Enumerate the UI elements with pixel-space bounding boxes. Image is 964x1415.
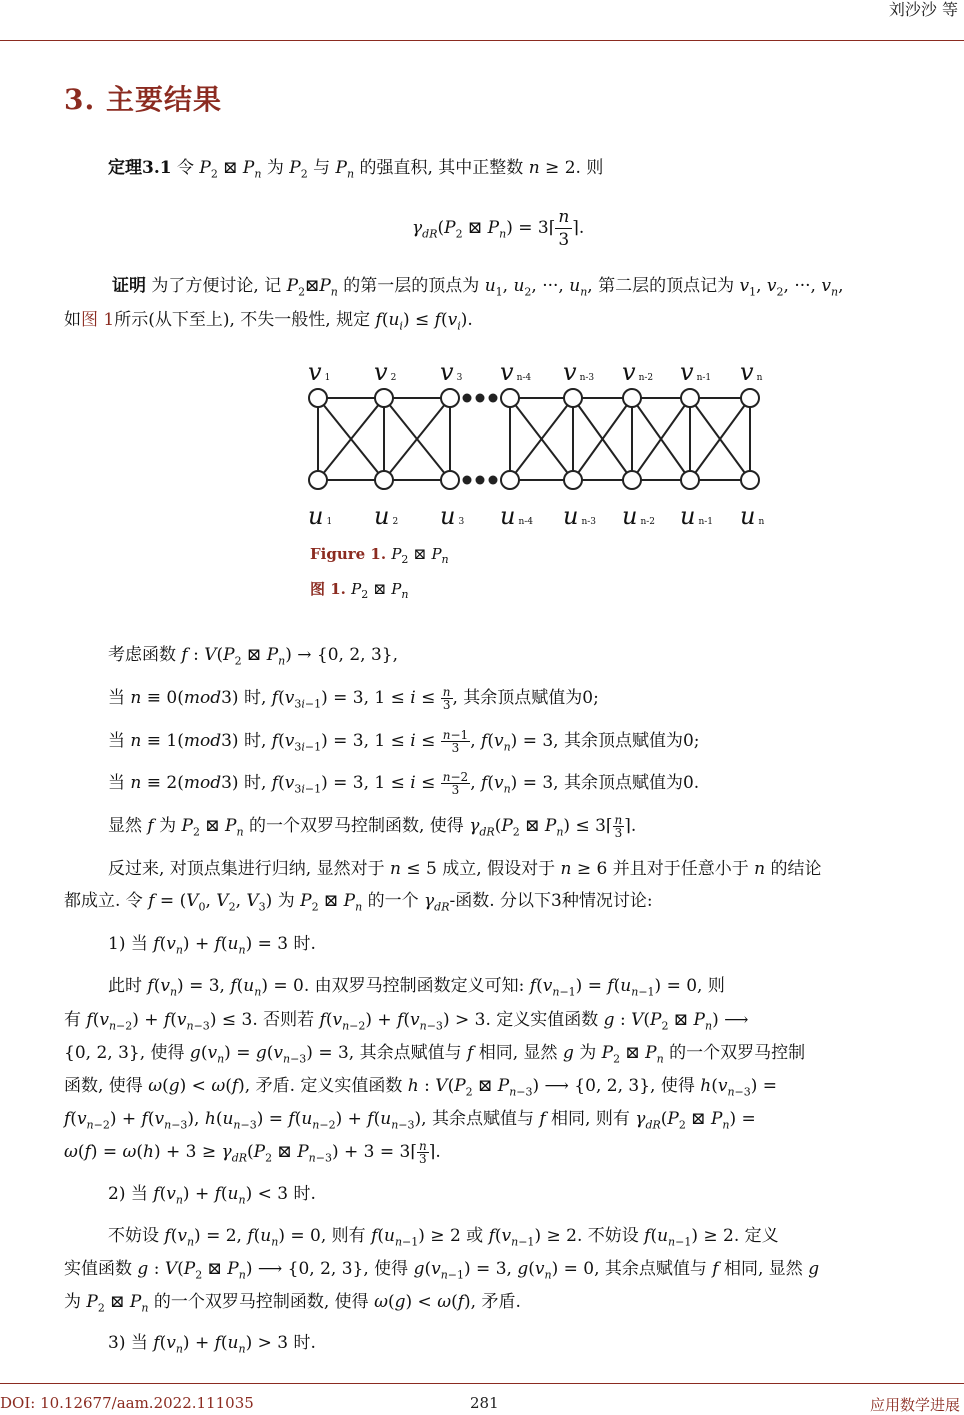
body-text: 时. (288, 934, 316, 954)
case-mod-1: 当 n ≡ 1(mod3) 时, $f(v_{3i-1}) = 3$, 1 ≤ i ≤ $\frac{n-1}{3}$ , $f(v_n) = 3$, 其余顶点赋值为0; (108, 728, 700, 755)
body-text: 2) 当 (108, 1184, 154, 1204)
vertex-label: v n-2 (622, 358, 654, 386)
body-text: , 其余顶点赋值为0. (553, 773, 700, 793)
body-text: , 使得 (139, 1043, 190, 1063)
body-text: , 使得 (650, 1076, 701, 1096)
body-text: 时. (288, 1333, 316, 1353)
case-1-line-6: $\omega(f) = \omega(h) + 3 \ge \gamma_{dR}(P_2$ ⊠ $P_{n-3}) + 3$ = 3⌈ $\frac{n}{3}$ ⌉. (64, 1139, 441, 1166)
ellipsis-dot (463, 394, 472, 403)
proof-line-1: 证明 为了方便讨论, 记 $P_2⊠P_n$ 的第一层的顶点为 $u_1$, $u_2$, ···, $u_n$, 第二层的顶点记为 $v_1$, $v_2$, ···, $v_n$, (112, 276, 844, 299)
caption-label: Figure 1. (310, 545, 387, 563)
vertex-label: u 3 (440, 502, 465, 530)
proof-label: 证明 (112, 276, 146, 296)
figure-caption-en: Figure 1. $P_2$ ⊠ $P_n$ (310, 545, 449, 566)
vertex-label: u n-2 (622, 502, 656, 530)
footer-divider (0, 1383, 964, 1384)
ellipsis-dot (463, 476, 472, 485)
vertex-label: v n-3 (563, 358, 595, 386)
graph-vertex (375, 471, 393, 489)
body-text: 时, (238, 773, 272, 793)
body-text: 显然 (108, 816, 148, 836)
body-text: , 矛盾. 定义实值函数 (244, 1076, 408, 1096)
body-text: 都成立. 令 (64, 891, 149, 911)
case-2-heading: 2) 当 $f(v_n) + f(u_n) < 3$ 时. (108, 1184, 316, 1207)
vertex-label: v 1 (308, 358, 331, 386)
body-text: , 则有 (320, 1226, 372, 1246)
body-text: 相同, 显然 (473, 1043, 563, 1063)
body-text: 并且对于任意小于 (607, 859, 755, 879)
body-text: 的一个双罗马控制函数, 使得 (148, 1292, 375, 1312)
theorem-text: 令 (171, 158, 200, 178)
graph-vertex (309, 389, 327, 407)
vertex-label: v 3 (440, 358, 463, 386)
body-text: 成立, 假设对于 (436, 859, 561, 879)
figure-link[interactable]: 图 1 (81, 310, 115, 330)
body-text: 当 (108, 731, 131, 751)
theorem-statement: 定理3.1 令 $P_2$ ⊠ $P_n$ 为 $P_2$ 与 $P_n$ 的强直积, 其中正整数 n ≥ 2. 则 (108, 158, 604, 181)
header-divider (0, 40, 964, 41)
body-text: . 由双罗马控制函数定义可知: (303, 976, 530, 996)
body-text: 3) 当 (108, 1333, 154, 1353)
graph-vertex (681, 389, 699, 407)
case-2-line-1: 不妨设 $f(v_n) = 2$, $f(u_n) = 0$, 则有 $f(u_{n-1}) \ge 2$ 或 $f(v_{n-1}) \ge 2$. 不妨设 $f(u_{n-1}) \ge 2$. 定义 (108, 1226, 779, 1249)
consider-line: 考虑函数 f : $V(P_2$ ⊠ $P_n) \to \{0$, 2, 3}, (108, 645, 399, 668)
body-text: 当 (108, 773, 131, 793)
body-text: , 其余点赋值与 (421, 1109, 540, 1129)
body-text: , 其余顶点赋值为0; (553, 731, 700, 751)
case-1-line-5: $f(v_{n-2}) + f(v_{n-3})$, $h(u_{n-3}) = f(u_{n-2}) + f(u_{n-3})$, 其余点赋值与 f 相同, 则有 $\gamma_{dR}(P_2$ ⊠ $P_n$) = (64, 1109, 756, 1132)
graph-vertex (623, 389, 641, 407)
body-text: , 使得 (363, 1259, 414, 1279)
body-text: 1) 当 (108, 934, 154, 954)
body-text: . 定义 (733, 1226, 779, 1246)
footer-doi[interactable]: DOI: 10.12677/aam.2022.111035 (0, 1394, 254, 1412)
body-text: , 其余顶点赋值为0; (452, 688, 599, 708)
proof-text: 如 (64, 310, 81, 330)
ellipsis-dot (476, 394, 485, 403)
graph-vertex (623, 471, 641, 489)
body-text: 此时 (108, 976, 148, 996)
body-text: 的一个 (362, 891, 424, 911)
ellipsis-dot (476, 476, 485, 485)
case-mod-2: 当 n ≡ 2(mod3) 时, $f(v_{3i-1}) = 3$, 1 ≤ i ≤ $\frac{n-2}{3}$ , $f(v_n) = 3$, 其余顶点赋值为0. (108, 770, 700, 797)
page-number: 281 (470, 1394, 499, 1412)
proof-text: 为了方便讨论, 记 (146, 276, 287, 296)
body-text: 相同, 显然 (718, 1259, 809, 1279)
body-text: 的一个双罗马控制 (663, 1043, 806, 1063)
graph-vertices (309, 389, 759, 489)
case-3-heading: 3) 当 $f(v_n) + f(u_n) > 3$ 时. (108, 1333, 316, 1356)
body-text: 或 (460, 1226, 489, 1246)
case-1-heading: 1) 当 $f(v_n) + f(u_n) = 3$ 时. (108, 934, 316, 957)
body-text: 为 (573, 1043, 602, 1063)
body-text: 不妨设 (108, 1226, 165, 1246)
body-text: 时. (288, 1184, 316, 1204)
graph-vertex (501, 471, 519, 489)
proof-line-2: 如图 1所示(从下至上), 不失一般性, 规定 $f(u_i) \le f(v_i)$. (64, 310, 473, 333)
journal-name: 应用数学进展 (869, 1396, 960, 1414)
graph-vertex (375, 389, 393, 407)
proof-text: , 第二层的顶点记为 (587, 276, 740, 296)
caption-label: 图 1. (310, 580, 346, 598)
body-text: 当 (108, 688, 131, 708)
header-author: 刘沙沙 等 (888, 0, 958, 19)
body-text: , 矛盾. (470, 1292, 521, 1312)
case-1-line-1: 此时 $f(v_n) = 3$, $f(u_n) = 0$. 由双罗马控制函数定义可知: $f(v_{n-1}) = f(u_{n-1}) = 0$, 则 (108, 976, 725, 999)
case-1-line-2: 有 $f(v_{n-2}) + f(v_{n-3}) \le 3$. 否则若 $f(v_{n-2}) + f(v_{n-3}) > 3$. 定义实值函数 g : $V(P_2$ ⊠ $P_n$) ⟶ (64, 1010, 749, 1033)
body-text: . 定义实值函数 (485, 1010, 604, 1030)
body-text: 反过来, 对顶点集进行归纳, 显然对于 (108, 859, 391, 879)
converse-line-1: 反过来, 对顶点集进行归纳, 显然对于 n ≤ 5 成立, 假设对于 n ≥ 6 并且对于任意小于 n 的结论 (108, 859, 822, 879)
body-text: 实值函数 (64, 1259, 138, 1279)
graph-vertex (501, 389, 519, 407)
graph-vertex (681, 471, 699, 489)
vertex-label: u n-1 (680, 502, 714, 530)
theorem-text: . 则 (575, 158, 604, 178)
body-text: 为 (272, 891, 301, 911)
body-text: 为 (153, 816, 182, 836)
graph-vertex (564, 471, 582, 489)
body-text: . 否则若 (252, 1010, 320, 1030)
proof-text: 所示(从下至上), 不失一般性, 规定 (114, 310, 376, 330)
theorem-text: 的强直积, 其中正整数 (354, 158, 529, 178)
body-text: -函数. 分以下3种情况讨论: (449, 891, 653, 911)
converse-line-2: 都成立. 令 $f = (V_0$, $V_2$, $V_3$) 为 $P_2$ ⊠ $P_n$ 的一个 $\gamma_{dR}-$函数. 分以下3种情况讨论: (64, 891, 653, 914)
graph-edges (318, 398, 750, 480)
case-mod-0: 当 n ≡ 0(mod3) 时, $f(v_{3i-1}) = 3$, 1 ≤ i ≤ $\frac{n}{3}$ , 其余顶点赋值为0; (108, 685, 599, 712)
graph-vertex (564, 389, 582, 407)
body-text: , 则 (697, 976, 725, 996)
graph-vertex (441, 389, 459, 407)
theorem-text: 与 (307, 158, 336, 178)
vertex-label: v n (740, 358, 763, 386)
vertex-label: u n-3 (563, 502, 597, 530)
body-text: 相同, 则有 (545, 1109, 636, 1129)
proof-text: 的第一层的顶点为 (337, 276, 485, 296)
body-text: 考虑函数 (108, 645, 182, 665)
vertex-label: v n-1 (680, 358, 712, 386)
vertex-labels (308, 358, 764, 530)
vertex-label: v n-4 (500, 358, 532, 386)
graph-figure (0, 350, 964, 550)
body-text: . 不妨设 (576, 1226, 645, 1246)
body-text: 的结论 (765, 859, 822, 879)
body-text: 时, (238, 688, 272, 708)
body-text: , 其余点赋值与 (594, 1259, 713, 1279)
obvious-line: 显然 f 为 $P_2$ ⊠ $P_n$ 的一个双罗马控制函数, 使得 $\gamma_{dR}(P_2$ ⊠ $P_n$) ≤ 3⌈ $\frac{n}{3}$ ⌉. (108, 813, 637, 840)
vertex-label: u 2 (374, 502, 399, 530)
ellipsis-dot (489, 394, 498, 403)
case-2-line-3: 为 $P_2$ ⊠ $P_n$ 的一个双罗马控制函数, 使得 ω(g) < ω(f), 矛盾. (64, 1292, 521, 1315)
body-text: , 其余点赋值与 (348, 1043, 468, 1063)
vertex-label: u 1 (308, 502, 333, 530)
body-text: 时, (238, 731, 272, 751)
case-1-line-4: 函数, 使得 ω(g) < ω(f), 矛盾. 定义实值函数 h : $V(P_2$ ⊠ $P_{n-3}$) ⟶ {0, 2, 3}, 使得 $h(v_{n-3})$ = (64, 1076, 778, 1099)
figure-caption-zh: 图 1. $P_2$ ⊠ $P_n$ (310, 580, 409, 601)
vertex-label: u n-4 (500, 502, 534, 530)
graph-vertex (741, 471, 759, 489)
ellipsis-dot (489, 476, 498, 485)
graph-vertex (441, 471, 459, 489)
theorem-formula: $\gamma_{dR}(P_2$ ⊠ $P_n$) = 3⌈ $\frac{n}{3}$ ⌉. (412, 207, 585, 250)
section-title: 3. 主要结果 (64, 83, 222, 116)
body-text: 为 (64, 1292, 87, 1312)
vertex-label: v 2 (374, 358, 397, 386)
ellipsis-dots (463, 394, 498, 485)
case-2-line-2: 实值函数 g : $V(P_2$ ⊠ $P_n$) ⟶ {0, 2, 3}, 使得 $g(v_{n-1}) = 3$, $g(v_n) = 0$, 其余点赋值与 f 相同, 显然 g (64, 1259, 820, 1282)
body-text: 有 (64, 1010, 87, 1030)
vertex-label: u n (740, 502, 765, 530)
graph-vertex (309, 471, 327, 489)
body-text: 的一个双罗马控制函数, 使得 (243, 816, 470, 836)
body-text: 函数, 使得 (64, 1076, 149, 1096)
theorem-text: 为 (261, 158, 290, 178)
theorem-label: 定理3.1 (108, 158, 172, 178)
graph-vertex (741, 389, 759, 407)
case-1-line-3: {0, 2, 3}, 使得 $g(v_n) = g(v_{n-3}) = 3$, 其余点赋值与 f 相同, 显然 g 为 $P_2$ ⊠ $P_n$ 的一个双罗马控制 (64, 1043, 806, 1066)
